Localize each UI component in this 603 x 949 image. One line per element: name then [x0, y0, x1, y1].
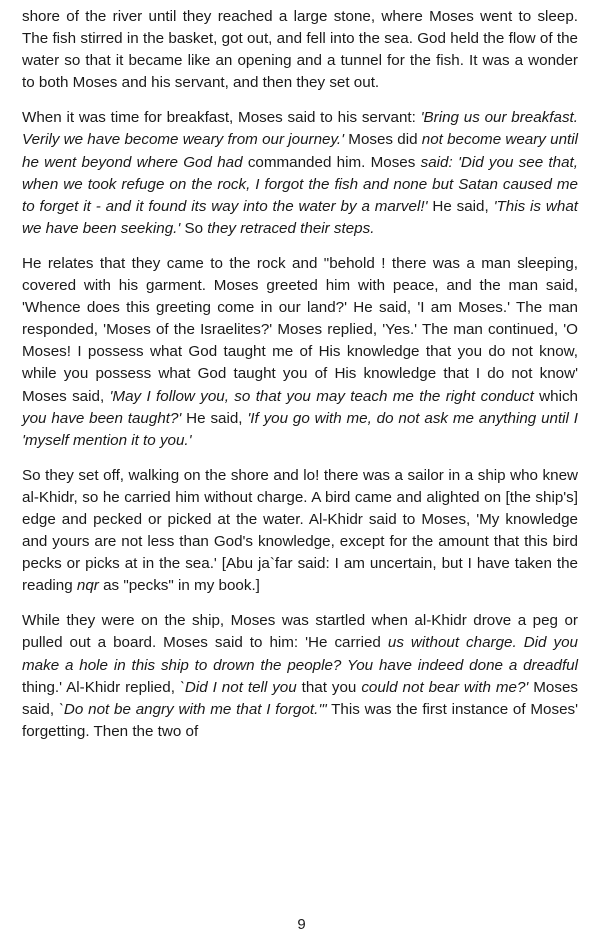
body-text [22, 6, 578, 756]
italic-text: 'This is what we have been seeking.' [22, 197, 578, 237]
text-run: as "pecks" in my book.] [98, 577, 260, 595]
text-run: shore of the river until they reached a large stone, where Moses went to sleep. The fish stirred in the basket, got out, and fell into the sea. God held the flow of the water so that it became like an opening and a tunnel for the fish. It was a wonder to both Moses and his servant, and then they set out. [22, 8, 578, 92]
italic-text: not become weary until he went beyond where God had [22, 131, 578, 171]
text-run: He said, [427, 197, 494, 215]
italic-text: said: 'Did you see that, when we took refuge on the rock, I forgot the fish and none but Satan caused me to forget it - and it found its way into the water by a marvel!' [22, 153, 578, 215]
text-run: When it was time for breakfast, Moses said to his servant: [22, 109, 421, 127]
text-run: He said, [181, 409, 248, 427]
italic-text: `Do not be angry with me that I forgot.'" [58, 700, 327, 718]
text-run: While they were on the ship, Moses was startled when al-Khidr drove a peg or pulled out a board. Moses said to him: 'He carried [22, 612, 578, 652]
page-number: 9 [297, 916, 306, 933]
text-run: which [533, 387, 578, 405]
paragraph-4 [22, 465, 578, 598]
text-run: He relates that they came to the rock and "behold ! there was a man sleeping, covered with his garment. Moses greeted him with peace, and the man said, 'Whence does this greeting come in our land?' He said, 'I am Moses.' The man responded, 'Moses of the Israelites?' Moses replied, 'Yes.' The man continued, 'O Moses! I possess what God taught me of His knowledge that you do not know, while you possess what God taught you of His knowledge that I do not know' Moses said, [22, 254, 578, 405]
text-run: Moses said, [22, 678, 578, 718]
paragraph-3 [22, 253, 578, 452]
text-run: commanded him. Moses [242, 153, 421, 171]
italic-text: 'Bring us our breakfast. Verily we have become weary from our journey.' [22, 109, 578, 149]
italic-text: they retraced their steps. [207, 219, 375, 237]
italic-text: you have been taught?' [22, 409, 182, 427]
italic-text: us without charge. Did you make a hole in this ship to drown the people? You have indeed done a dreadful [22, 634, 578, 674]
paragraph-2 [22, 107, 578, 240]
text-run: Moses did [344, 131, 422, 149]
paragraph-1 [22, 6, 578, 94]
italic-text: 'If you go with me, do not ask me anything until I 'myself mention it to you.' [22, 409, 578, 449]
italic-text: could not bear with me?' [361, 678, 529, 696]
italic-text: 'May I follow you, so that you may teach me the right conduct [109, 387, 534, 405]
paragraph-5 [22, 610, 578, 743]
italic-text: nqr [76, 577, 99, 595]
text-run: that you [296, 678, 362, 696]
text-run: This was the first instance of Moses' forgetting. Then the two of [22, 700, 579, 740]
text-run: So [180, 219, 208, 237]
text-run: thing.' Al-Khidr replied, [22, 678, 180, 696]
text-run: So they set off, walking on the shore and lo! there was a sailor in a ship who knew al-Khidr, so he carried him without charge. A bird came and alighted on [the ship's] edge and pecked or picked at the water. Al-Khidr said to Moses, 'My knowledge and yours are not less than God's knowledge, except for the amount that this bird pecks or picks at in the sea.' [Abu ja`far said: I am uncertain, but I have taken the reading [22, 466, 578, 595]
italic-text: `Did I not tell you [179, 678, 297, 696]
